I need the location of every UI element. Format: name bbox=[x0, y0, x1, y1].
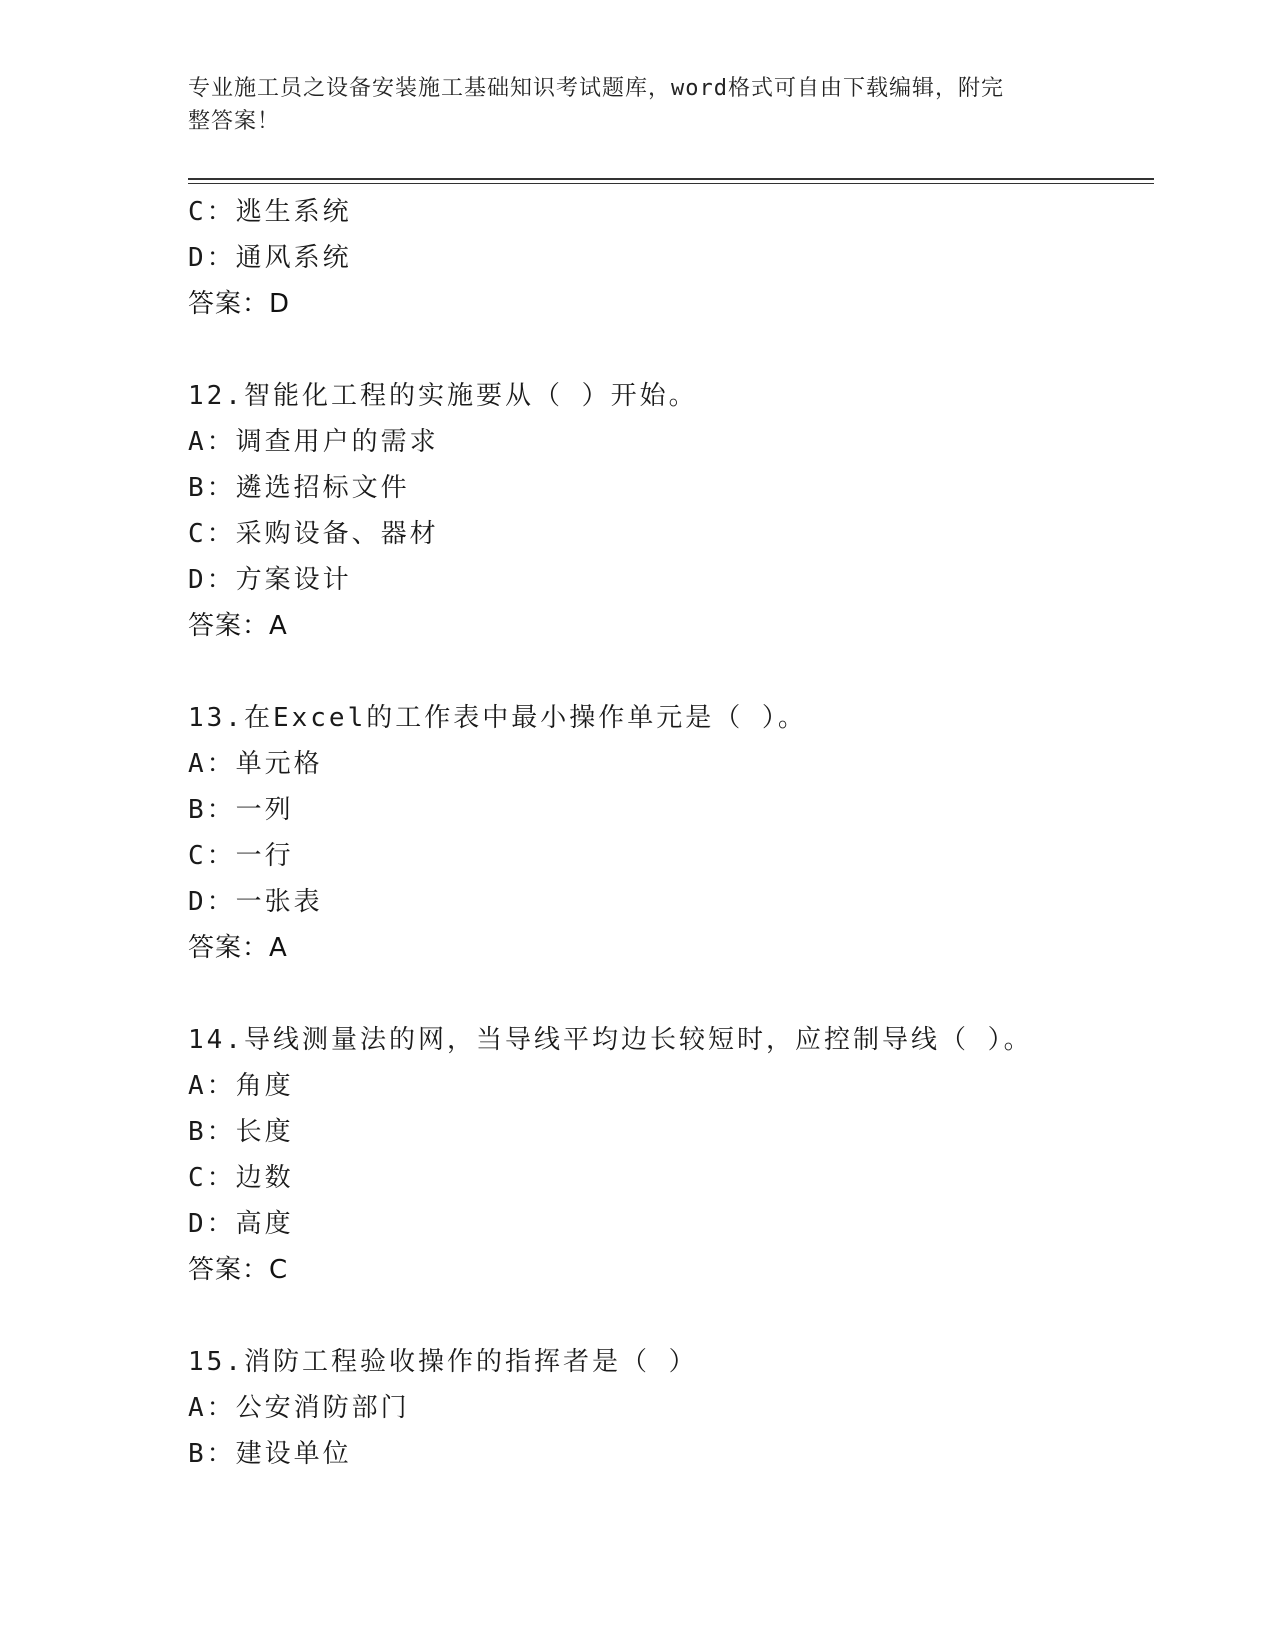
option-a: A：角度 bbox=[188, 1071, 294, 1101]
spacer bbox=[188, 327, 1154, 373]
answer-line: 答案：A bbox=[188, 611, 288, 641]
option-d: D：通风系统 bbox=[188, 243, 352, 273]
spacer bbox=[188, 649, 1154, 695]
option-a: A：单元格 bbox=[188, 749, 323, 779]
option-b: B：长度 bbox=[188, 1117, 294, 1147]
option-a: A：调查用户的需求 bbox=[188, 427, 439, 457]
option-b: B：一列 bbox=[188, 795, 294, 825]
question-list bbox=[188, 189, 1154, 1477]
question-text: 14.导线测量法的网，当导线平均边长较短时，应控制导线（ ）。 bbox=[188, 1025, 1033, 1055]
spacer bbox=[188, 971, 1154, 1017]
option-a: A：公安消防部门 bbox=[188, 1393, 410, 1423]
question-text: 12.智能化工程的实施要从（ ）开始。 bbox=[188, 381, 698, 411]
question-block-11 bbox=[188, 189, 1154, 327]
question-text: 13.在Excel的工作表中最小操作单元是（ ）。 bbox=[188, 703, 807, 733]
spacer bbox=[188, 1293, 1154, 1339]
option-b: B：遴选招标文件 bbox=[188, 473, 410, 503]
question-block-14 bbox=[188, 1017, 1154, 1293]
question-text: 15.消防工程验收操作的指挥者是（ ） bbox=[188, 1347, 698, 1377]
option-c: C：边数 bbox=[188, 1163, 294, 1193]
option-c: C：逃生系统 bbox=[188, 197, 352, 227]
option-b: B：建设单位 bbox=[188, 1439, 352, 1469]
header-line-2: 整答案！ bbox=[188, 109, 281, 134]
option-d: D：方案设计 bbox=[188, 565, 352, 595]
option-c: C：一行 bbox=[188, 841, 294, 871]
document-header bbox=[188, 72, 1088, 138]
header-divider-thin bbox=[188, 183, 1154, 184]
header-divider-thick bbox=[188, 178, 1154, 180]
option-d: D：一张表 bbox=[188, 887, 323, 917]
option-c: C：采购设备、器材 bbox=[188, 519, 439, 549]
option-d: D：高度 bbox=[188, 1209, 294, 1239]
header-line-1: 专业施工员之设备安装施工基础知识考试题库，word格式可自由下载编辑，附完 bbox=[188, 76, 1004, 101]
answer-line: 答案：A bbox=[188, 933, 288, 963]
answer-line: 答案：D bbox=[188, 289, 291, 319]
question-block-13 bbox=[188, 695, 1154, 971]
question-block-15 bbox=[188, 1339, 1154, 1477]
question-block-12 bbox=[188, 373, 1154, 649]
answer-line: 答案：C bbox=[188, 1255, 289, 1285]
